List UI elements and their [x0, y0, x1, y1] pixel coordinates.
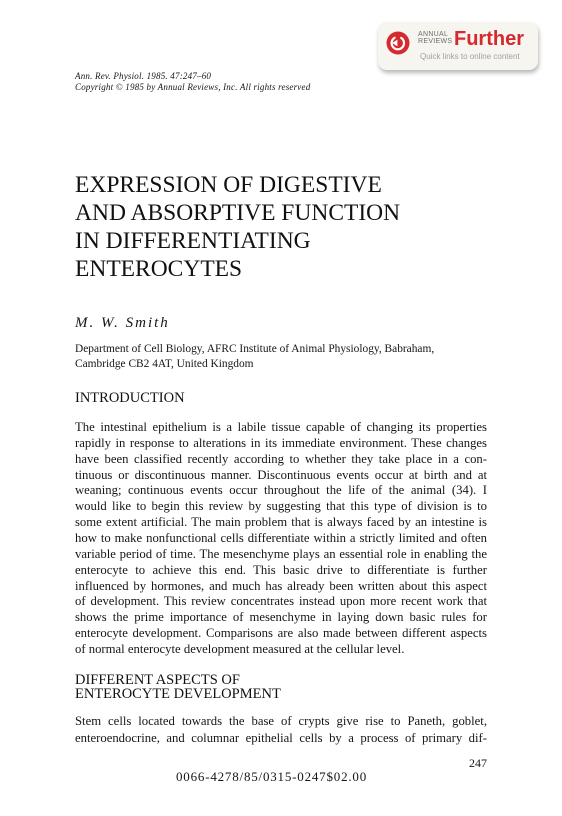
paragraph-line: tinuous or discontinuous manner. Discontinuous events occur at birth and at — [75, 467, 487, 482]
paragraph-line: enteroendocrine, and columnar epithelial cells by a process of primary dif- — [75, 731, 487, 745]
paragraph-line: weaning; continuous events occur throughout the life of the animal (34). I — [75, 483, 487, 498]
paragraph-line: would like to begin this review by suggesting that this type of division is to — [75, 499, 487, 514]
further-quick-links-badge[interactable] — [378, 22, 538, 70]
section-heading — [75, 673, 281, 701]
title-line: ENTEROCYTES — [75, 256, 243, 282]
section-heading-line: ENTEROCYTE DEVELOPMENT — [75, 686, 281, 702]
paragraph-line: enterocyte to achieve this end. This basic drive to differentiate is further — [75, 562, 487, 577]
copyright-notice: Copyright © 1985 by Annual Reviews, Inc. All rights reserved — [75, 82, 311, 92]
article-code: 0066-4278/85/0315-0247$02.00 — [176, 769, 368, 784]
publisher-name-line: REVIEWS — [418, 38, 453, 45]
paragraph-line: have been classified recently according to whether they take place in a con- — [75, 451, 487, 466]
journal-citation: Ann. Rev. Physiol. 1985. 47:247–60 — [75, 71, 212, 81]
page-number: 247 — [469, 756, 487, 770]
paragraph-line: of development. This review concentrates instead upon more recent work that — [75, 594, 487, 609]
paragraph-line: some extent artificial. The main problem that is always faced by an intestine is — [75, 515, 487, 530]
annual-reviews-logo-icon — [386, 31, 410, 55]
title-line: EXPRESSION OF DIGESTIVE — [75, 172, 382, 198]
paragraph-line: variable period of time. The mesenchyme plays an essential role in enabling the — [75, 546, 487, 561]
paragraph-line: Stem cells located towards the base of crypts give rise to Paneth, goblet, — [75, 714, 487, 728]
further-link-label[interactable]: Further — [454, 28, 524, 50]
author-name: M. W. Smith — [75, 315, 170, 331]
publisher-name-line: ANNUAL — [418, 31, 449, 38]
section-heading-line: INTRODUCTION — [75, 390, 185, 406]
paragraph-line: of normal enterocyte development measured at the cellular level. — [75, 642, 405, 657]
paragraph-line: The intestinal epithelium is a labile tissue capable of changing its properties — [75, 420, 487, 434]
title-line: AND ABSORPTIVE FUNCTION — [75, 200, 401, 226]
paragraph-line: enterocyte development. Comparisons are also made between different aspects — [75, 626, 487, 641]
title-line: IN DIFFERENTIATING — [75, 228, 311, 254]
body-paragraph — [75, 420, 487, 658]
affiliation-line: Department of Cell Biology, AFRC Institute of Animal Physiology, Babraham, — [75, 343, 435, 355]
paragraph-line: shows the prime importance of mesenchyme in laying down basic rules for — [75, 610, 487, 625]
paragraph-line: rapidly in response to alterations in its immediate environment. These changes — [75, 435, 487, 450]
badge-tagline: Quick links to online content — [420, 52, 520, 61]
paragraph-line: how to make nonfunctional cells differentiate within a strictly limited and often — [75, 531, 487, 546]
running-header — [75, 71, 310, 93]
body-paragraph — [75, 713, 487, 747]
author-affiliation — [75, 342, 434, 372]
affiliation-line: Cambridge CB2 4AT, United Kingdom — [75, 358, 254, 370]
article-title — [75, 171, 400, 283]
paragraph-line: influenced by hormones, and much has already been written about this aspect — [75, 578, 487, 593]
section-heading-line: DIFFERENT ASPECTS OF — [75, 672, 240, 688]
section-heading — [75, 389, 185, 407]
